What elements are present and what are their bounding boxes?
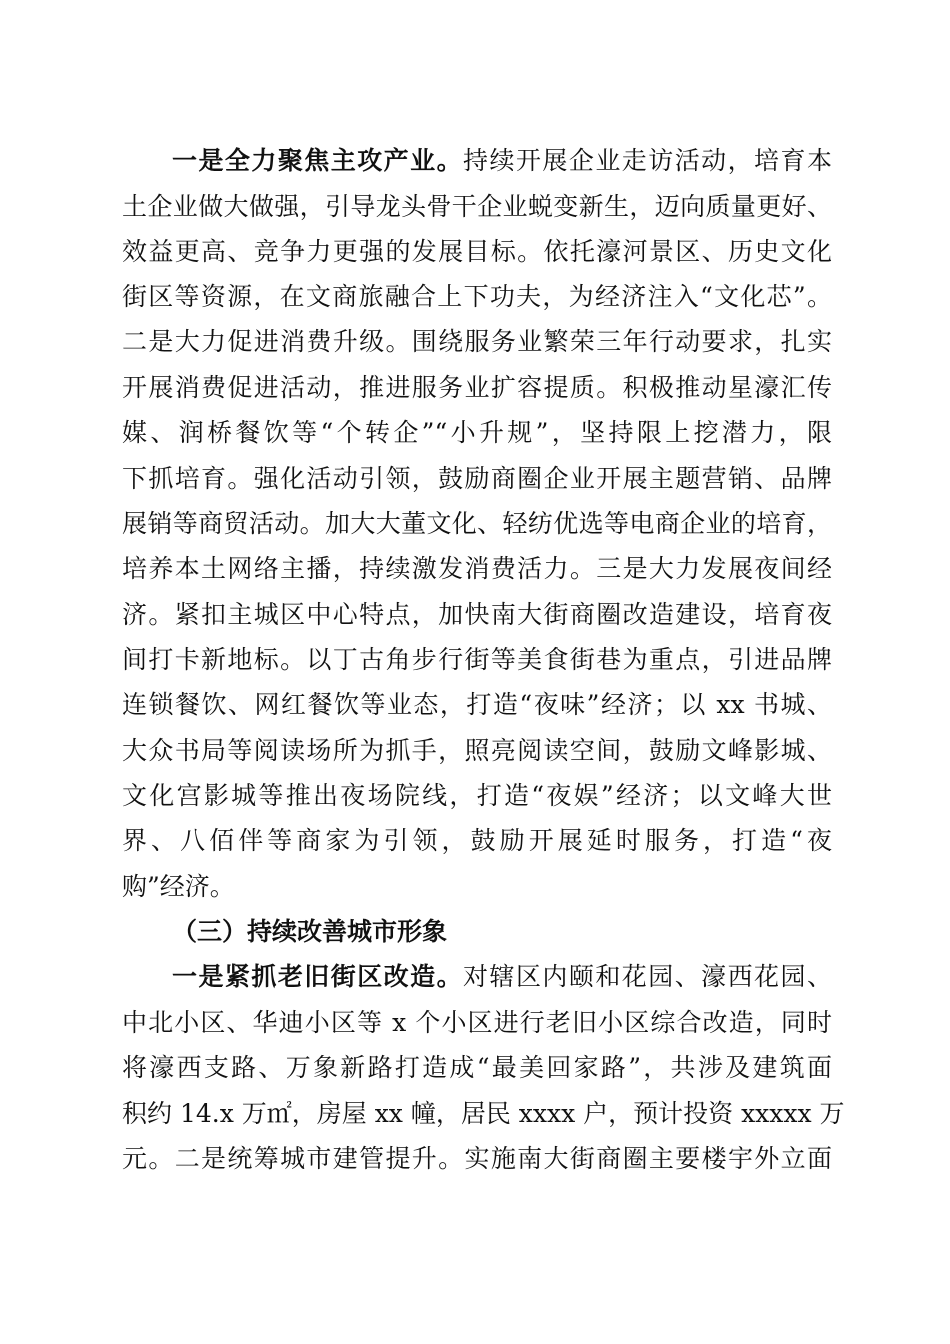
paragraph-1-line-17: 购”经济。 xyxy=(122,872,235,901)
paragraph-2-line-2: 中北小区、华迪小区等 x 个小区进行老旧小区综合改造，同时 xyxy=(122,1008,832,1037)
paragraph-2-lead: 一是紧抓老旧街区改造。 xyxy=(172,962,464,991)
paragraph-1-line-1: 一是全力聚焦主攻产业。持续开展企业走访活动，培育本 xyxy=(172,146,832,175)
paragraph-2-line-1: 一是紧抓老旧街区改造。对辖区内颐和花园、濠西花园、 xyxy=(172,962,832,991)
section-heading: （三）持续改善城市形象 xyxy=(172,917,448,946)
paragraph-1-line-15: 文化宫影城等推出夜场院线，打造“夜娱”经济；以文峰大世 xyxy=(122,781,832,810)
paragraph-2-line-5: 元。二是统筹城市建管提升。实施南大街商圈主要楼宇外立面 xyxy=(122,1144,832,1173)
paragraph-1-line-16: 界、八佰伴等商家为引领，鼓励开展延时服务，打造“夜 xyxy=(122,826,832,855)
paragraph-1-line-14: 大众书局等阅读场所为抓手，照亮阅读空间，鼓励文峰影城、 xyxy=(122,736,832,765)
paragraph-1-line-13: 连锁餐饮、网红餐饮等业态，打造“夜味”经济；以 xx 书城、 xyxy=(122,690,832,719)
paragraph-1-line-4: 街区等资源，在文商旅融合上下功夫，为经济注入“文化芯”。 xyxy=(122,282,832,311)
paragraph-1-line-9: 展销等商贸活动。加大大董文化、轻纺优选等电商企业的培育， xyxy=(122,509,832,538)
paragraph-2-line-4: 积约 14.x 万㎡，房屋 xx 幢，居民 xxxx 户，预计投资 xxxxx 万 xyxy=(122,1099,845,1128)
paragraph-1-line-12: 间打卡新地标。以丁古角步行街等美食街巷为重点，引进品牌 xyxy=(122,645,832,674)
paragraph-1-line-6: 开展消费促进活动，推进服务业扩容提质。积极推动星濠汇传 xyxy=(122,373,832,402)
paragraph-1-line-11: 济。紧扣主城区中心特点，加快南大街商圈改造建设，培育夜 xyxy=(122,600,832,629)
paragraph-1-line-3: 效益更高、竞争力更强的发展目标。依托濠河景区、历史文化 xyxy=(122,237,832,266)
paragraph-1-line-7: 媒、润桥餐饮等“个转企”“小升规”，坚持限上挖潜力，限 xyxy=(122,418,832,447)
paragraph-2-line-3: 将濠西支路、万象新路打造成“最美回家路”，共涉及建筑面 xyxy=(122,1053,832,1082)
paragraph-1-line-10: 培养本土网络主播，持续激发消费活力。三是大力发展夜间经 xyxy=(122,554,832,583)
paragraph-1-lead: 一是全力聚焦主攻产业。 xyxy=(172,146,464,175)
paragraph-1-line-8: 下抓培育。强化活动引领，鼓励商圈企业开展主题营销、品牌 xyxy=(122,464,832,493)
paragraph-1-line-5: 二是大力促进消费升级。围绕服务业繁荣三年行动要求，扎实 xyxy=(122,327,832,356)
paragraph-1-line-2: 土企业做大做强，引导龙头骨干企业蜕变新生，迈向质量更好、 xyxy=(122,192,832,221)
